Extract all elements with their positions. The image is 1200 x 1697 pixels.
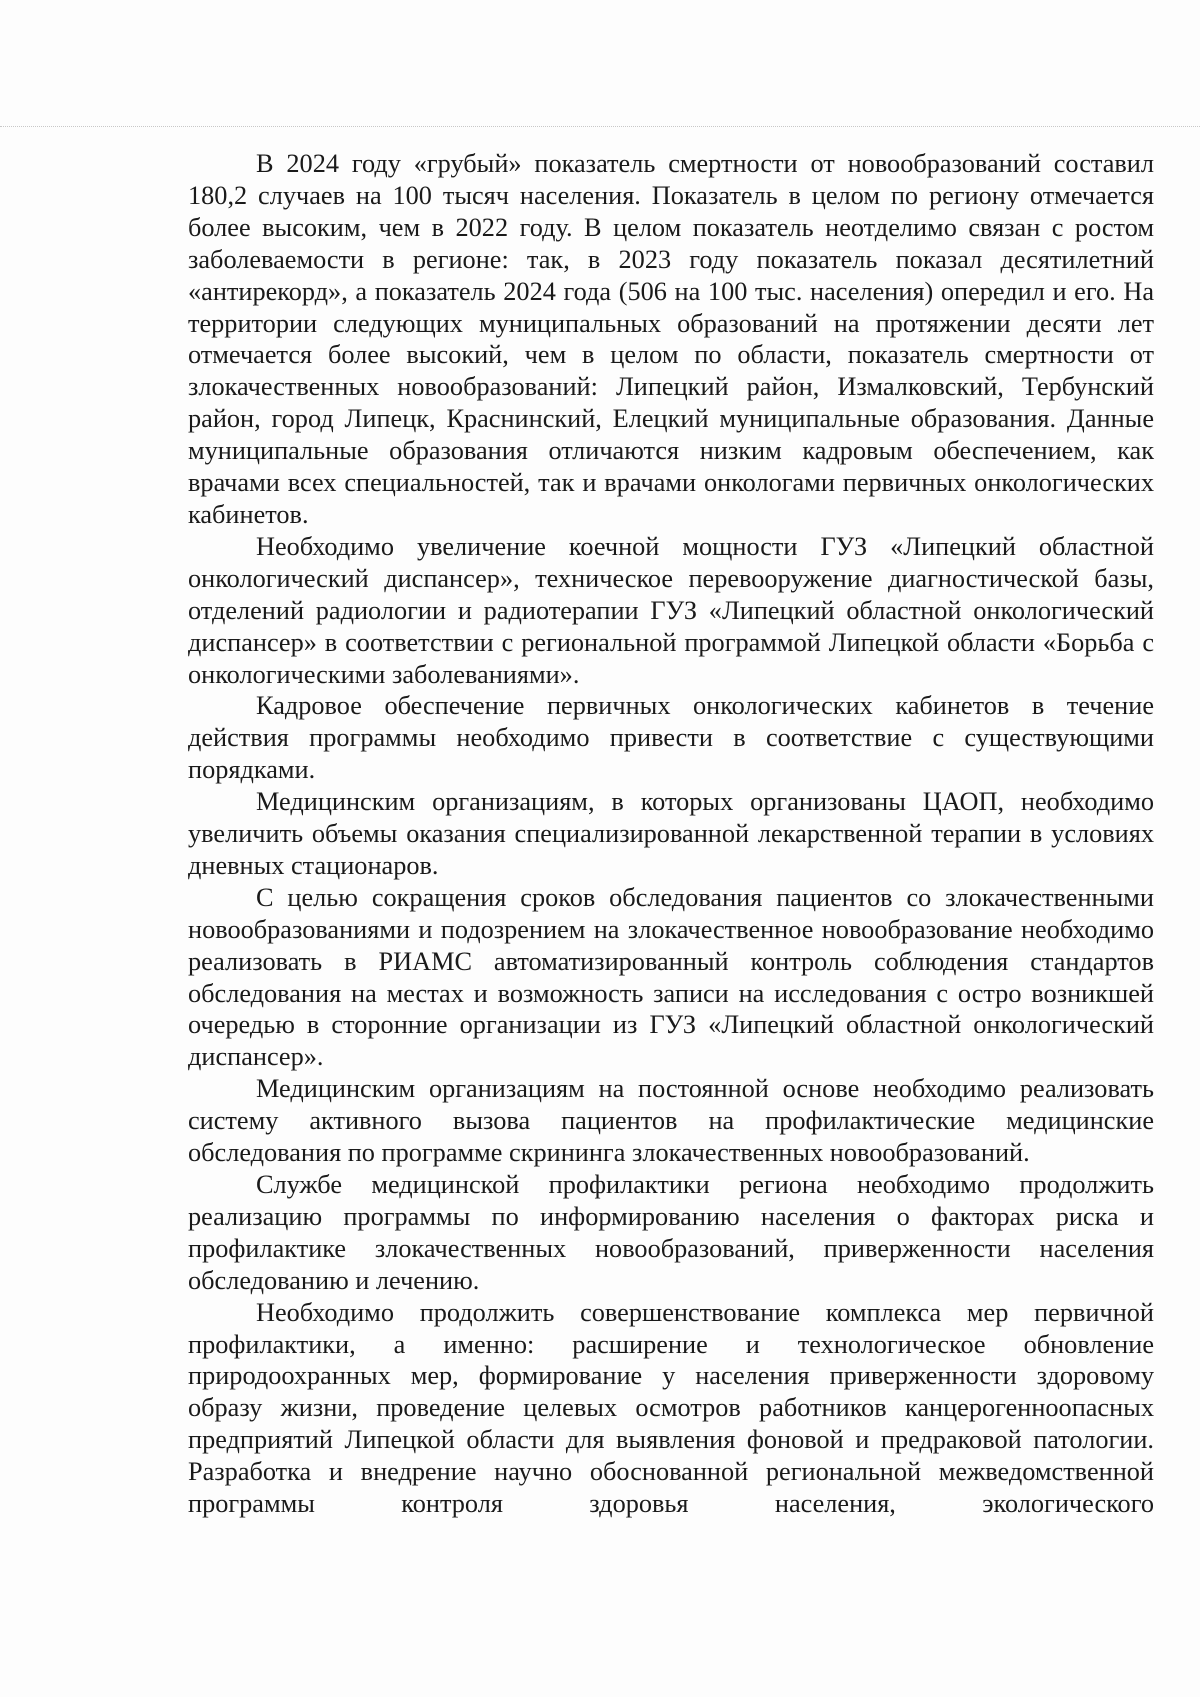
paragraph: С целью сокращения сроков обследования пациентов со злокачественными новообразованиями и подозрением на злокачественное новообразование необходимо реализовать в РИАМС автоматизированный контроль соблюдения стандартов обследования на местах и возможность записи на исследования с остро возникшей очередью в сторонние организации из ГУЗ «Липецкий областной онкологический диспансер». bbox=[188, 882, 1154, 1072]
paragraph: Медицинским организациям на постоянной основе необходимо реализовать систему активного вызова пациентов на профилактические медицинские обследования по программе скрининга злокачественных новообразований. bbox=[188, 1074, 1154, 1168]
paragraph: Службе медицинской профилактики региона необходимо продолжить реализацию программы по информированию населения о факторах риска и профилактике злокачественных новообразований, приверженности населения обследованию и лечению. bbox=[188, 1170, 1154, 1295]
document-body bbox=[188, 148, 1154, 1520]
scan-artifact-line bbox=[0, 126, 1200, 127]
paragraph: Медицинским организациям, в которых организованы ЦАОП, необходимо увеличить объемы оказания специализированной лекарственной терапии в условиях дневных стационаров. bbox=[188, 787, 1154, 880]
paragraph: Кадровое обеспечение первичных онкологических кабинетов в течение действия программы необходимо привести в соответствие с существующими порядками. bbox=[188, 691, 1154, 785]
paragraph: В 2024 году «грубый» показатель смертности от новообразований составил 180,2 случаев на 100 тысяч населения. Показатель в целом по региону отмечается более высоким, чем в 2022 году. В целом показатель неотделимо связан с ростом заболеваемости в регионе: так, в 2023 году показатель показал десятилетний «антирекорд», а показатель 2024 года (506 на 100 тыс. населения) опередил и его. На территории следующих муниципальных образований на протяжении десяти лет отмечается более высокий, чем в целом по области, показатель смертности от злокачественных новообразований: Липецкий район, Измалковский, Тербунский район, город Липецк, Краснинский, Елецкий муниципальные образования. Данные муниципальные образования отличаются низким кадровым обеспечением, как врачами всех специальностей, так и врачами онкологами первичных онкологических кабинетов. bbox=[188, 149, 1154, 529]
paragraph: Необходимо продолжить совершенствование комплекса мер первичной профилактики, а именно: расширение и технологическое обновление природоохранных мер, формирование у населения приверженности здоровому образу жизни, проведение целевых осмотров работников канцерогенноопасных предприятий Липецкой области для выявления фоновой и предраковой патологии. Разработка и внедрение научно обоснованной региональной межведомственной программы контроля здоровья населения, экологического bbox=[188, 1297, 1154, 1519]
paragraph: Необходимо увеличение коечной мощности ГУЗ «Липецкий областной онкологический диспансер», техническое перевооружение диагностической базы, отделений радиологии и радиотерапии ГУЗ «Липецкий областной онкологический диспансер» в соответствии с региональной программой Липецкой области «Борьба с онкологическими заболеваниями». bbox=[188, 531, 1154, 689]
